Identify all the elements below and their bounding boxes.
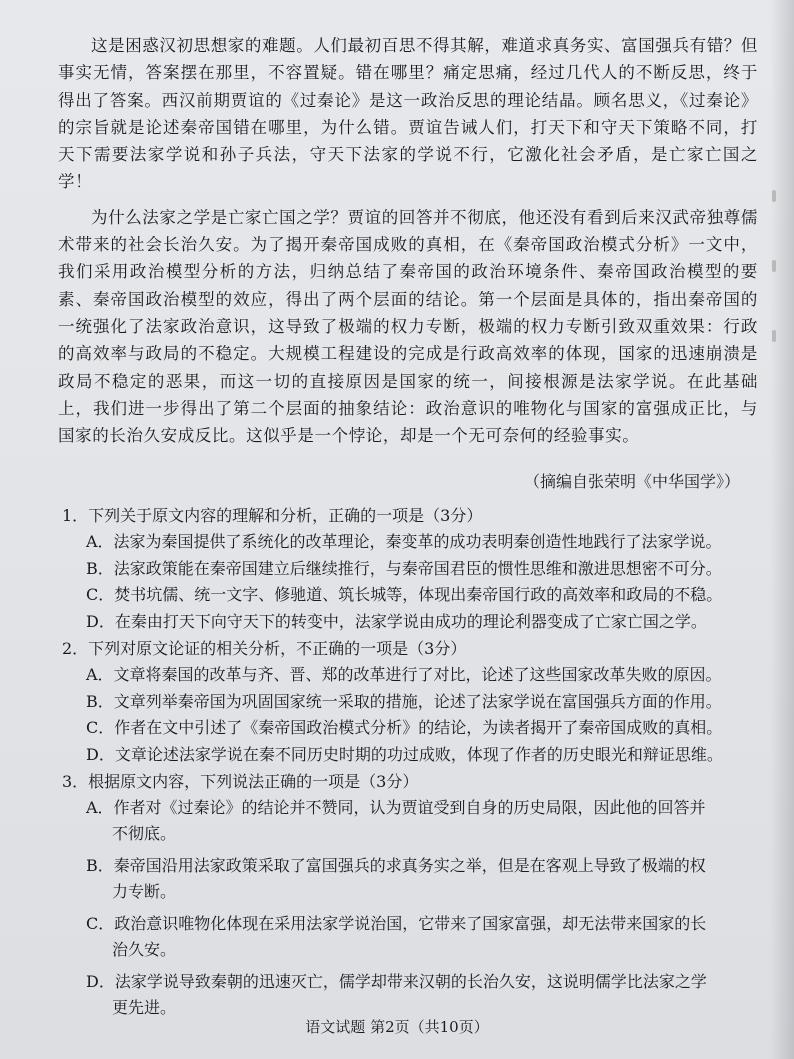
binding-stitch <box>772 330 776 342</box>
passage-paragraph-1: 这是困惑汉初思想家的难题。人们最初百思不得其解，难道求真务实、富国强兵有错？但事实无情，答案摆在那里，不容置疑。错在哪里？痛定思痛，经过几代人的不断反思，终于得出了答案。西汉前期贾谊的《过秦论》是这一政治反思的理论结晶。顾名思义，《过秦论》的宗旨就是论述秦帝国错在哪里，为什么错。贾谊告诫人们，打天下和守天下策略不同，打天下需要法家学说和孙子兵法，守天下法家的学说不行，它激化社会矛盾，是亡家亡国之学！ <box>58 36 758 192</box>
question-1-option-b: B．法家政策能在秦帝国建立后继续推行，与秦帝国君臣的惯性思维和激进思想密不可分。 <box>86 558 722 578</box>
question-3-option-c: C．政治意识唯物化体现在采用法家学说治国，它带来了国家富强，却无法带来国家的长治久安。 <box>86 914 707 960</box>
question-2-option-a: A．文章将秦国的改革与齐、晋、郑的改革进行了对比，论述了这些国家改革失败的原因。 <box>86 665 722 685</box>
binding-stitch <box>772 190 776 202</box>
question-1-option-c: C．焚书坑儒、统一文字、修驰道、筑长城等，体现出秦帝国行政的高效率和政局的不稳。 <box>86 585 723 605</box>
question-3-option-d: D．法家学说导致秦朝的迅速灭亡，儒学却带来汉朝的长治久安，这说明儒学比法家之学更先进。 <box>86 972 707 1018</box>
question-3-option-a: A．作者对《过秦论》的结论并不赞同，认为贾谊受到自身的历史局限，因此他的回答并不彻底。 <box>86 798 706 844</box>
question-1-option-d: D．在秦由打天下向守天下的转变中，法家学说由成功的理论利器变成了亡家亡国之学。 <box>86 611 707 631</box>
page-footer: 语文试题 第2页（共10页） <box>305 1018 489 1036</box>
question-1 <box>58 502 758 635</box>
question-2-option-d: D．文章论述法家学说在秦不同历史时期的功过成败，体现了作者的历史眼光和辩证思维。 <box>86 744 723 764</box>
question-1-option-a: A．法家为秦国提供了系统化的改革理论，秦变革的成功表明秦创造性地践行了法家学说。 <box>86 532 722 552</box>
binding-stitch <box>772 260 776 272</box>
question-1-title: 1．下列关于原文内容的理解和分析，正确的一项是（3分） <box>62 506 483 526</box>
question-2-option-b: B．文章列举秦帝国为巩固国家统一采取的措施，论述了法家学说在富国强兵方面的作用。 <box>86 691 722 711</box>
question-2-option-c: C．作者在文中引述了《秦帝国政治模式分析》的结论，为读者揭开了秦帝国成败的真相。 <box>86 718 723 738</box>
question-3-title: 3．根据原文内容，下列说法正确的一项是（3分） <box>62 772 419 792</box>
exam-page <box>58 32 758 1027</box>
passage-source: （摘编自张荣明《中华国学》） <box>523 472 740 492</box>
question-3-option-b: B．秦帝国沿用法家政策采取了富国强兵的求真务实之举，但是在客观上导致了极端的权力专断。 <box>86 856 706 902</box>
question-3 <box>58 768 758 1021</box>
passage-paragraph-2: 为什么法家之学是亡家亡国之学？贾谊的回答并不彻底，他还没有看到后来汉武帝独尊儒术带来的社会长治久安。为了揭开秦帝国成败的真相，在《秦帝国政治模式分析》一文中，我们采用政治模型分析的方法，归纳总结了秦帝国的政治环境条件、秦帝国政治模型的要素、秦帝国政治模型的效应，得出了两个层面的结论。第一个层面是具体的，指出秦帝国的一统强化了法家政治意识，这导致了极端的权力专断，极端的权力专断引致双重效果：行政的高效率与政局的不稳定。大规模工程建设的完成是行政高效率的体现，国家的迅速崩溃是政局不稳定的恶果，而这一切的直接原因是国家的统一，间接根源是法家学说。在此基础上，我们进一步得出了第二个层面的抽象结论：政治意识的唯物化与国家的富强成正比，与国家的长治久安成反比。这似乎是一个悖论，却是一个无可奈何的经验事实。 <box>58 207 758 446</box>
paper-edge-shadow <box>770 0 794 1059</box>
question-2 <box>58 635 758 768</box>
question-2-title: 2．下列对原文论证的相关分析，不正确的一项是（3分） <box>62 639 467 659</box>
